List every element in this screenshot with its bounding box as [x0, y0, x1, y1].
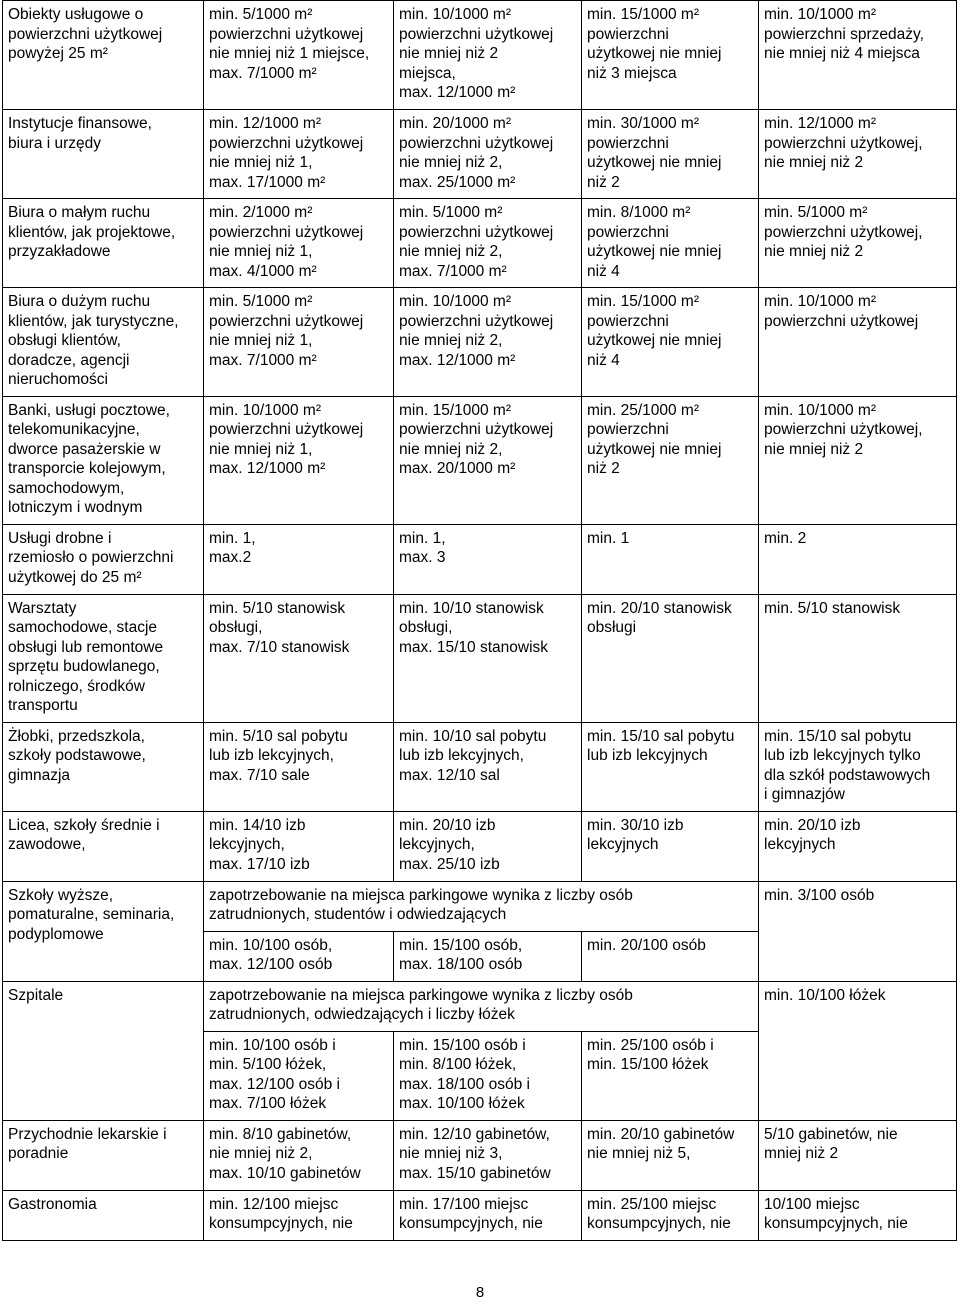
- requirement-note: zapotrzebowanie na miejsca parkingowe wynika z liczby osób zatrudnionych, studentów i odwiedzających: [204, 881, 759, 931]
- zone4-cell: min. 5/10 stanowisk: [759, 594, 957, 722]
- zone4-cell: min. 2: [759, 524, 957, 594]
- zone2-cell: min. 15/100 osób, max. 18/100 osób: [394, 931, 582, 981]
- zone1-cell: min. 5/10 sal pobytu lub izb lekcyjnych, max. 7/10 sale: [204, 722, 394, 811]
- table-row: [3, 110, 957, 199]
- zone2-cell: min. 10/10 sal pobytu lub izb lekcyjnych, max. 12/10 sal: [394, 722, 582, 811]
- table-row: [3, 1190, 957, 1240]
- zone3-cell: min. 30/10 izb lekcyjnych: [582, 811, 759, 881]
- row-category: Biura o dużym ruchu klientów, jak turystyczne, obsługi klientów, doradcze, agencji nieruchomości: [3, 288, 204, 397]
- row-category: Szkoły wyższe, pomaturalne, seminaria, podyplomowe: [3, 881, 204, 981]
- zone1-cell: min. 5/1000 m² powierzchni użytkowej nie mniej niż 1 miejsce, max. 7/1000 m²: [204, 1, 394, 110]
- zone3-cell: min. 15/1000 m² powierzchni użytkowej nie mniej niż 4: [582, 288, 759, 397]
- zone3-cell: min. 20/10 stanowisk obsługi: [582, 594, 759, 722]
- zone2-cell: min. 12/10 gabinetów, nie mniej niż 3, max. 15/10 gabinetów: [394, 1120, 582, 1190]
- table-row: [3, 881, 957, 931]
- zone4-cell: min. 5/1000 m² powierzchni użytkowej, nie mniej niż 2: [759, 199, 957, 288]
- row-category: Żłobki, przedszkola, szkoły podstawowe, gimnazja: [3, 722, 204, 811]
- zone3-cell: min. 30/1000 m² powierzchni użytkowej nie mniej niż 2: [582, 110, 759, 199]
- zone4-cell: 10/100 miejsc konsumpcyjnych, nie: [759, 1190, 957, 1240]
- row-category: Instytucje finansowe, biura i urzędy: [3, 110, 204, 199]
- zone1-cell: min. 5/10 stanowisk obsługi, max. 7/10 stanowisk: [204, 594, 394, 722]
- zone1-cell: min. 14/10 izb lekcyjnych, max. 17/10 izb: [204, 811, 394, 881]
- zone1-cell: min. 10/100 osób i min. 5/100 łóżek, max. 12/100 osób i max. 7/100 łóżek: [204, 1031, 394, 1120]
- zone4-cell: min. 20/10 izb lekcyjnych: [759, 811, 957, 881]
- zone3-cell: min. 8/1000 m² powierzchni użytkowej nie mniej niż 4: [582, 199, 759, 288]
- zone2-cell: min. 20/1000 m² powierzchni użytkowej nie mniej niż 2, max. 25/1000 m²: [394, 110, 582, 199]
- zone3-cell: min. 25/1000 m² powierzchni użytkowej nie mniej niż 2: [582, 396, 759, 524]
- table-row: [3, 288, 957, 397]
- table-row: [3, 396, 957, 524]
- zone1-cell: min. 1, max.2: [204, 524, 394, 594]
- zone4-cell: min. 10/1000 m² powierzchni użytkowej: [759, 288, 957, 397]
- zone2-cell: min. 15/100 osób i min. 8/100 łóżek, max. 18/100 osób i max. 10/100 łóżek: [394, 1031, 582, 1120]
- zone3-cell: min. 25/100 osób i min. 15/100 łóżek: [582, 1031, 759, 1120]
- zone1-cell: min. 10/100 osób, max. 12/100 osób: [204, 931, 394, 981]
- page-number: 8: [475, 1284, 485, 1301]
- zone4-cell: min. 3/100 osób: [759, 881, 957, 981]
- row-category: Biura o małym ruchu klientów, jak projektowe, przyzakładowe: [3, 199, 204, 288]
- row-category: Przychodnie lekarskie i poradnie: [3, 1120, 204, 1190]
- zone2-cell: min. 5/1000 m² powierzchni użytkowej nie mniej niż 2, max. 7/1000 m²: [394, 199, 582, 288]
- row-category: Gastronomia: [3, 1190, 204, 1240]
- zone1-cell: min. 5/1000 m² powierzchni użytkowej nie mniej niż 1, max. 7/1000 m²: [204, 288, 394, 397]
- table-row: [3, 722, 957, 811]
- zone2-cell: min. 10/1000 m² powierzchni użytkowej nie mniej niż 2, max. 12/1000 m²: [394, 288, 582, 397]
- zone2-cell: min. 10/1000 m² powierzchni użytkowej nie mniej niż 2 miejsca, max. 12/1000 m²: [394, 1, 582, 110]
- row-category: Obiekty usługowe o powierzchni użytkowej powyżej 25 m²: [3, 1, 204, 110]
- zone3-cell: min. 15/1000 m² powierzchni użytkowej nie mniej niż 3 miejsca: [582, 1, 759, 110]
- table-row: [3, 981, 957, 1031]
- zone4-cell: min. 10/100 łóżek: [759, 981, 957, 1120]
- zone3-cell: min. 20/10 gabinetów nie mniej niż 5,: [582, 1120, 759, 1190]
- zone1-cell: min. 8/10 gabinetów, nie mniej niż 2, max. 10/10 gabinetów: [204, 1120, 394, 1190]
- row-category: Warsztaty samochodowe, stacje obsługi lub remontowe sprzętu budowlanego, rolniczego, środków transportu: [3, 594, 204, 722]
- table-row: [3, 199, 957, 288]
- table-row: [3, 1120, 957, 1190]
- parking-norms-body: [3, 1, 957, 1241]
- zone4-cell: min. 10/1000 m² powierzchni użytkowej, nie mniej niż 2: [759, 396, 957, 524]
- zone2-cell: min. 15/1000 m² powierzchni użytkowej nie mniej niż 2, max. 20/1000 m²: [394, 396, 582, 524]
- zone3-cell: min. 25/100 miejsc konsumpcyjnych, nie: [582, 1190, 759, 1240]
- zone1-cell: min. 12/100 miejsc konsumpcyjnych, nie: [204, 1190, 394, 1240]
- zone4-cell: min. 12/1000 m² powierzchni użytkowej, nie mniej niż 2: [759, 110, 957, 199]
- row-category: Banki, usługi pocztowe, telekomunikacyjne, dworce pasażerskie w transporcie kolejowym, samochodowym, lotniczym i wodnym: [3, 396, 204, 524]
- table-row: [3, 811, 957, 881]
- zone2-cell: min. 10/10 stanowisk obsługi, max. 15/10 stanowisk: [394, 594, 582, 722]
- zone3-cell: min. 1: [582, 524, 759, 594]
- zone3-cell: min. 15/10 sal pobytu lub izb lekcyjnych: [582, 722, 759, 811]
- zone1-cell: min. 10/1000 m² powierzchni użytkowej nie mniej niż 1, max. 12/1000 m²: [204, 396, 394, 524]
- table-row: [3, 1, 957, 110]
- zone2-cell: min. 1, max. 3: [394, 524, 582, 594]
- zone1-cell: min. 12/1000 m² powierzchni użytkowej nie mniej niż 1, max. 17/1000 m²: [204, 110, 394, 199]
- row-category: Szpitale: [3, 981, 204, 1120]
- zone2-cell: min. 17/100 miejsc konsumpcyjnych, nie: [394, 1190, 582, 1240]
- table-row: [3, 524, 957, 594]
- zone4-cell: min. 15/10 sal pobytu lub izb lekcyjnych tylko dla szkół podstawowych i gimnazjów: [759, 722, 957, 811]
- row-category: Licea, szkoły średnie i zawodowe,: [3, 811, 204, 881]
- zone1-cell: min. 2/1000 m² powierzchni użytkowej nie mniej niż 1, max. 4/1000 m²: [204, 199, 394, 288]
- zone4-cell: min. 10/1000 m² powierzchni sprzedaży, nie mniej niż 4 miejsca: [759, 1, 957, 110]
- table-row: [3, 594, 957, 722]
- row-category: Usługi drobne i rzemiosło o powierzchni użytkowej do 25 m²: [3, 524, 204, 594]
- requirement-note: zapotrzebowanie na miejsca parkingowe wynika z liczby osób zatrudnionych, odwiedzających i liczby łóżek: [204, 981, 759, 1031]
- zone3-cell: min. 20/100 osób: [582, 931, 759, 981]
- zone4-cell: 5/10 gabinetów, nie mniej niż 2: [759, 1120, 957, 1190]
- zone2-cell: min. 20/10 izb lekcyjnych, max. 25/10 izb: [394, 811, 582, 881]
- parking-norms-table: [2, 0, 957, 1241]
